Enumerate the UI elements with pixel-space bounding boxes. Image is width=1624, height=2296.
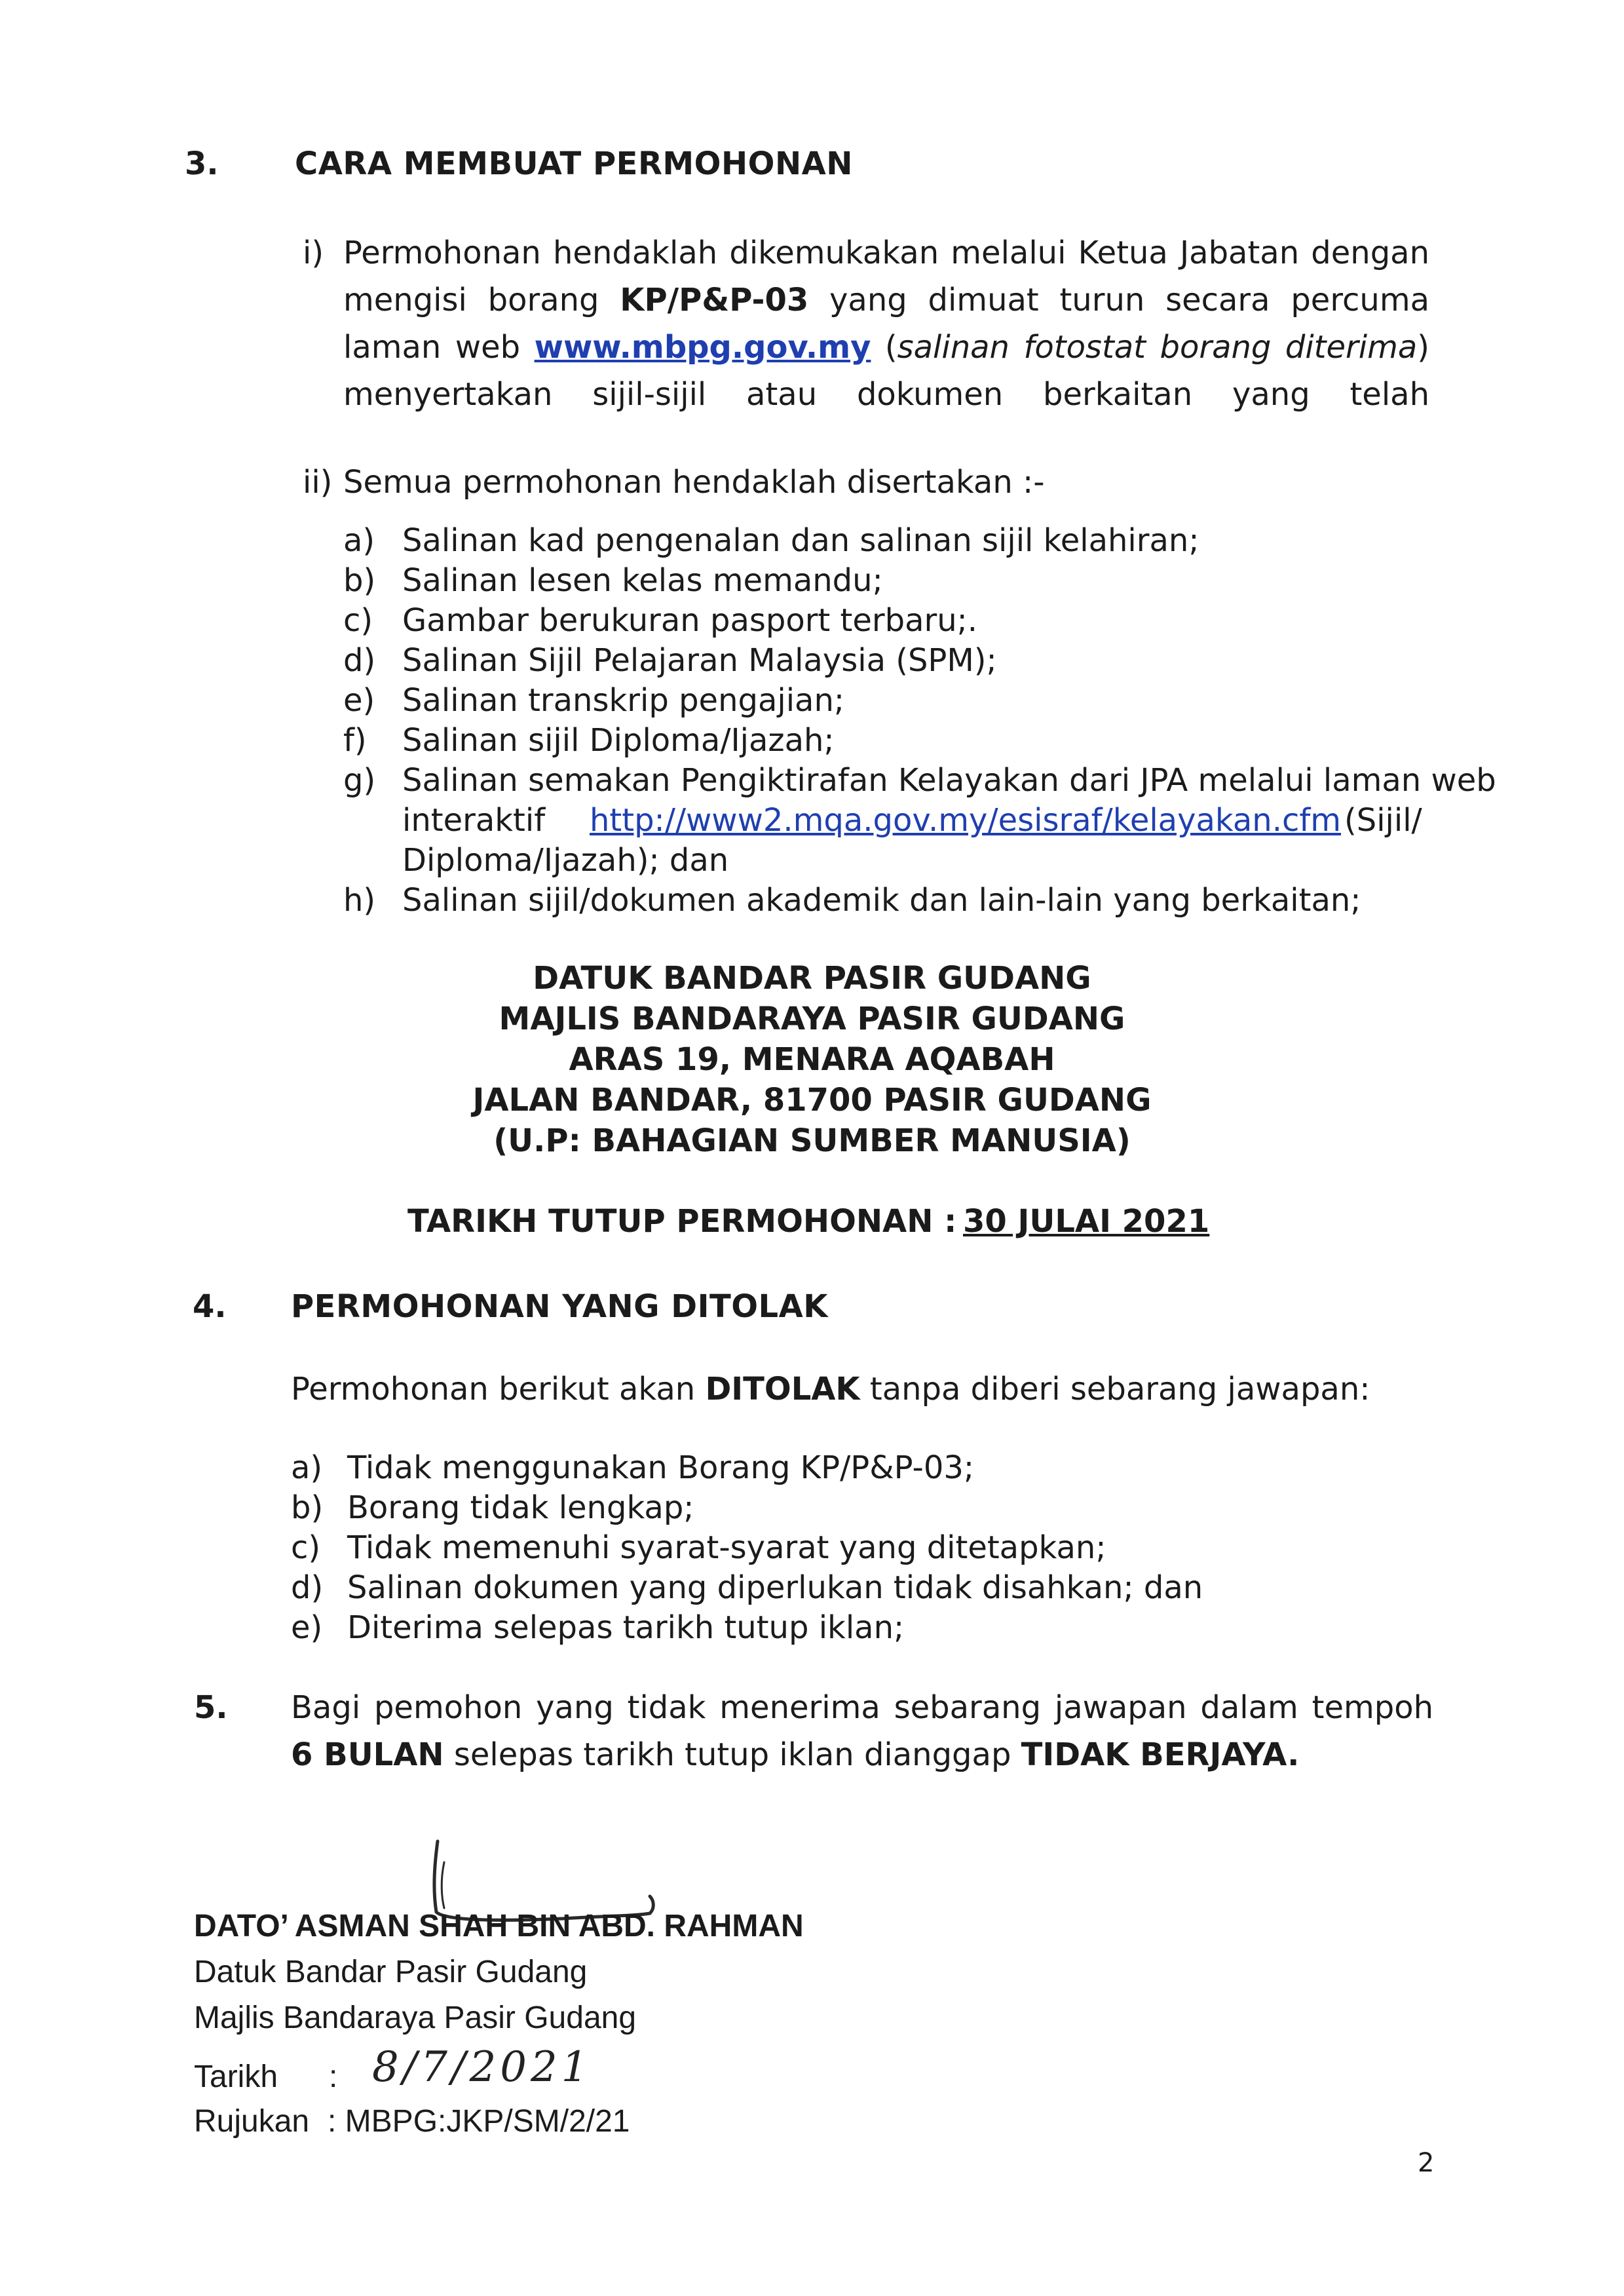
list-item-label: b) (291, 1489, 324, 1526)
list-item-label: c) (291, 1529, 321, 1566)
signatory-title: Datuk Bandar Pasir Gudang (194, 1955, 588, 1989)
list-item-label: d) (291, 1569, 324, 1606)
list-item-label: a) (291, 1449, 323, 1486)
para-ii-number: ii) (303, 464, 333, 501)
handwritten-date: 8/7/2021 (372, 2043, 592, 2092)
list-item: Tidak memenuhi syarat-syarat yang ditetapkan; (347, 1529, 1106, 1566)
section-5-text (291, 1684, 1433, 1778)
list-item: Diterima selepas tarikh tutup iklan; (347, 1609, 905, 1646)
section-5-line-2: 6 BULAN selepas tarikh tutup iklan dianggap TIDAK BERJAYA. (291, 1736, 1300, 1773)
list-item-label: e) (343, 682, 375, 719)
para-i-number: i) (303, 235, 324, 271)
form-code: KP/P&P-03 (620, 282, 809, 318)
list-item: Salinan kad pengenalan dan salinan sijil kelahiran; (402, 522, 1199, 559)
reference-value: : MBPG:JKP/SM/2/21 (328, 2104, 630, 2139)
para-i-line-2: mengisi borang KP/P&P-03 yang dimuat turun secara percuma (343, 282, 1429, 318)
closing-date-label: TARIKH TUTUP PERMOHONAN : (407, 1203, 957, 1240)
address-line: (U.P: BAHAGIAN SUMBER MANUSIA) (493, 1122, 1131, 1159)
list-item-g-line-3: Diploma/Ijazah); dan (402, 842, 729, 879)
list-item-g-line-2b: (Sijil/ (1344, 802, 1422, 839)
para-i-line-4: menyertakan sijil-sijil atau dokumen berkaitan yang telah (343, 376, 1429, 413)
list-item: Borang tidak lengkap; (347, 1489, 694, 1526)
list-item-g-line-2a: interaktif (402, 802, 546, 839)
para-i-text (343, 229, 1429, 418)
list-item: Salinan sijil Diploma/Ijazah; (402, 722, 835, 759)
list-item-g-line-1: Salinan semakan Pengiktirafan Kelayakan dari JPA melalui laman web (402, 762, 1496, 799)
date-label: Tarikh (194, 2059, 278, 2094)
para-i-line-1: Permohonan hendaklah dikemukakan melalui Ketua Jabatan dengan (343, 235, 1429, 271)
section-5-line-1: Bagi pemohon yang tidak menerima sebarang jawapan dalam tempoh (291, 1689, 1433, 1726)
section-3-title: CARA MEMBUAT PERMOHONAN (295, 145, 853, 182)
para-i-line-3: laman web www.mbpg.gov.my (salinan fotostat borang diterima) (343, 329, 1429, 366)
list-item: Gambar berukuran pasport terbaru;. (402, 602, 978, 639)
list-item-label: b) (343, 562, 376, 599)
signatory-name: DATO’ ASMAN SHAH BIN ABD. RAHMAN (194, 1909, 804, 1943)
section-3-number: 3. (185, 145, 219, 182)
list-item-label: g) (343, 762, 376, 799)
para-ii-text: Semua permohonan hendaklah disertakan :- (343, 464, 1045, 501)
list-item: Salinan lesen kelas memandu; (402, 562, 883, 599)
address-line: MAJLIS BANDARAYA PASIR GUDANG (499, 1001, 1125, 1037)
address-line: JALAN BANDAR, 81700 PASIR GUDANG (472, 1082, 1152, 1119)
list-item: Salinan Sijil Pelajaran Malaysia (SPM); (402, 642, 997, 679)
list-item: Salinan dokumen yang diperlukan tidak disahkan; dan (347, 1569, 1203, 1606)
section-4-number: 4. (193, 1288, 227, 1325)
list-item-label: f) (343, 722, 367, 759)
page-number: 2 (1418, 2148, 1435, 2178)
list-item-label: d) (343, 642, 376, 679)
section-4-title: PERMOHONAN YANG DITOLAK (291, 1288, 828, 1325)
section-5-number: 5. (194, 1689, 228, 1726)
list-item: Tidak menggunakan Borang KP/P&P-03; (347, 1449, 975, 1486)
list-item-label: c) (343, 602, 373, 639)
mqa-link[interactable]: http://www2.mqa.gov.my/esisraf/kelayakan.cfm (590, 802, 1342, 839)
address-line: ARAS 19, MENARA AQABAH (569, 1041, 1055, 1078)
date-separator: : (329, 2059, 338, 2094)
signatory-organisation: Majlis Bandaraya Pasir Gudang (194, 2000, 637, 2035)
list-item: Salinan sijil/dokumen akademik dan lain-lain yang berkaitan; (402, 882, 1361, 919)
list-item-label: e) (291, 1609, 323, 1646)
closing-date-value: 30 JULAI 2021 (963, 1203, 1210, 1240)
list-item: Salinan transkrip pengajian; (402, 682, 845, 719)
section-4-intro: Permohonan berikut akan DITOLAK tanpa diberi sebarang jawapan: (291, 1371, 1370, 1407)
reference-label: Rujukan (194, 2104, 310, 2139)
list-item-label: a) (343, 522, 375, 559)
website-link[interactable]: www.mbpg.gov.my (534, 329, 871, 366)
address-line: DATUK BANDAR PASIR GUDANG (533, 960, 1091, 997)
list-item-label: h) (343, 882, 376, 919)
